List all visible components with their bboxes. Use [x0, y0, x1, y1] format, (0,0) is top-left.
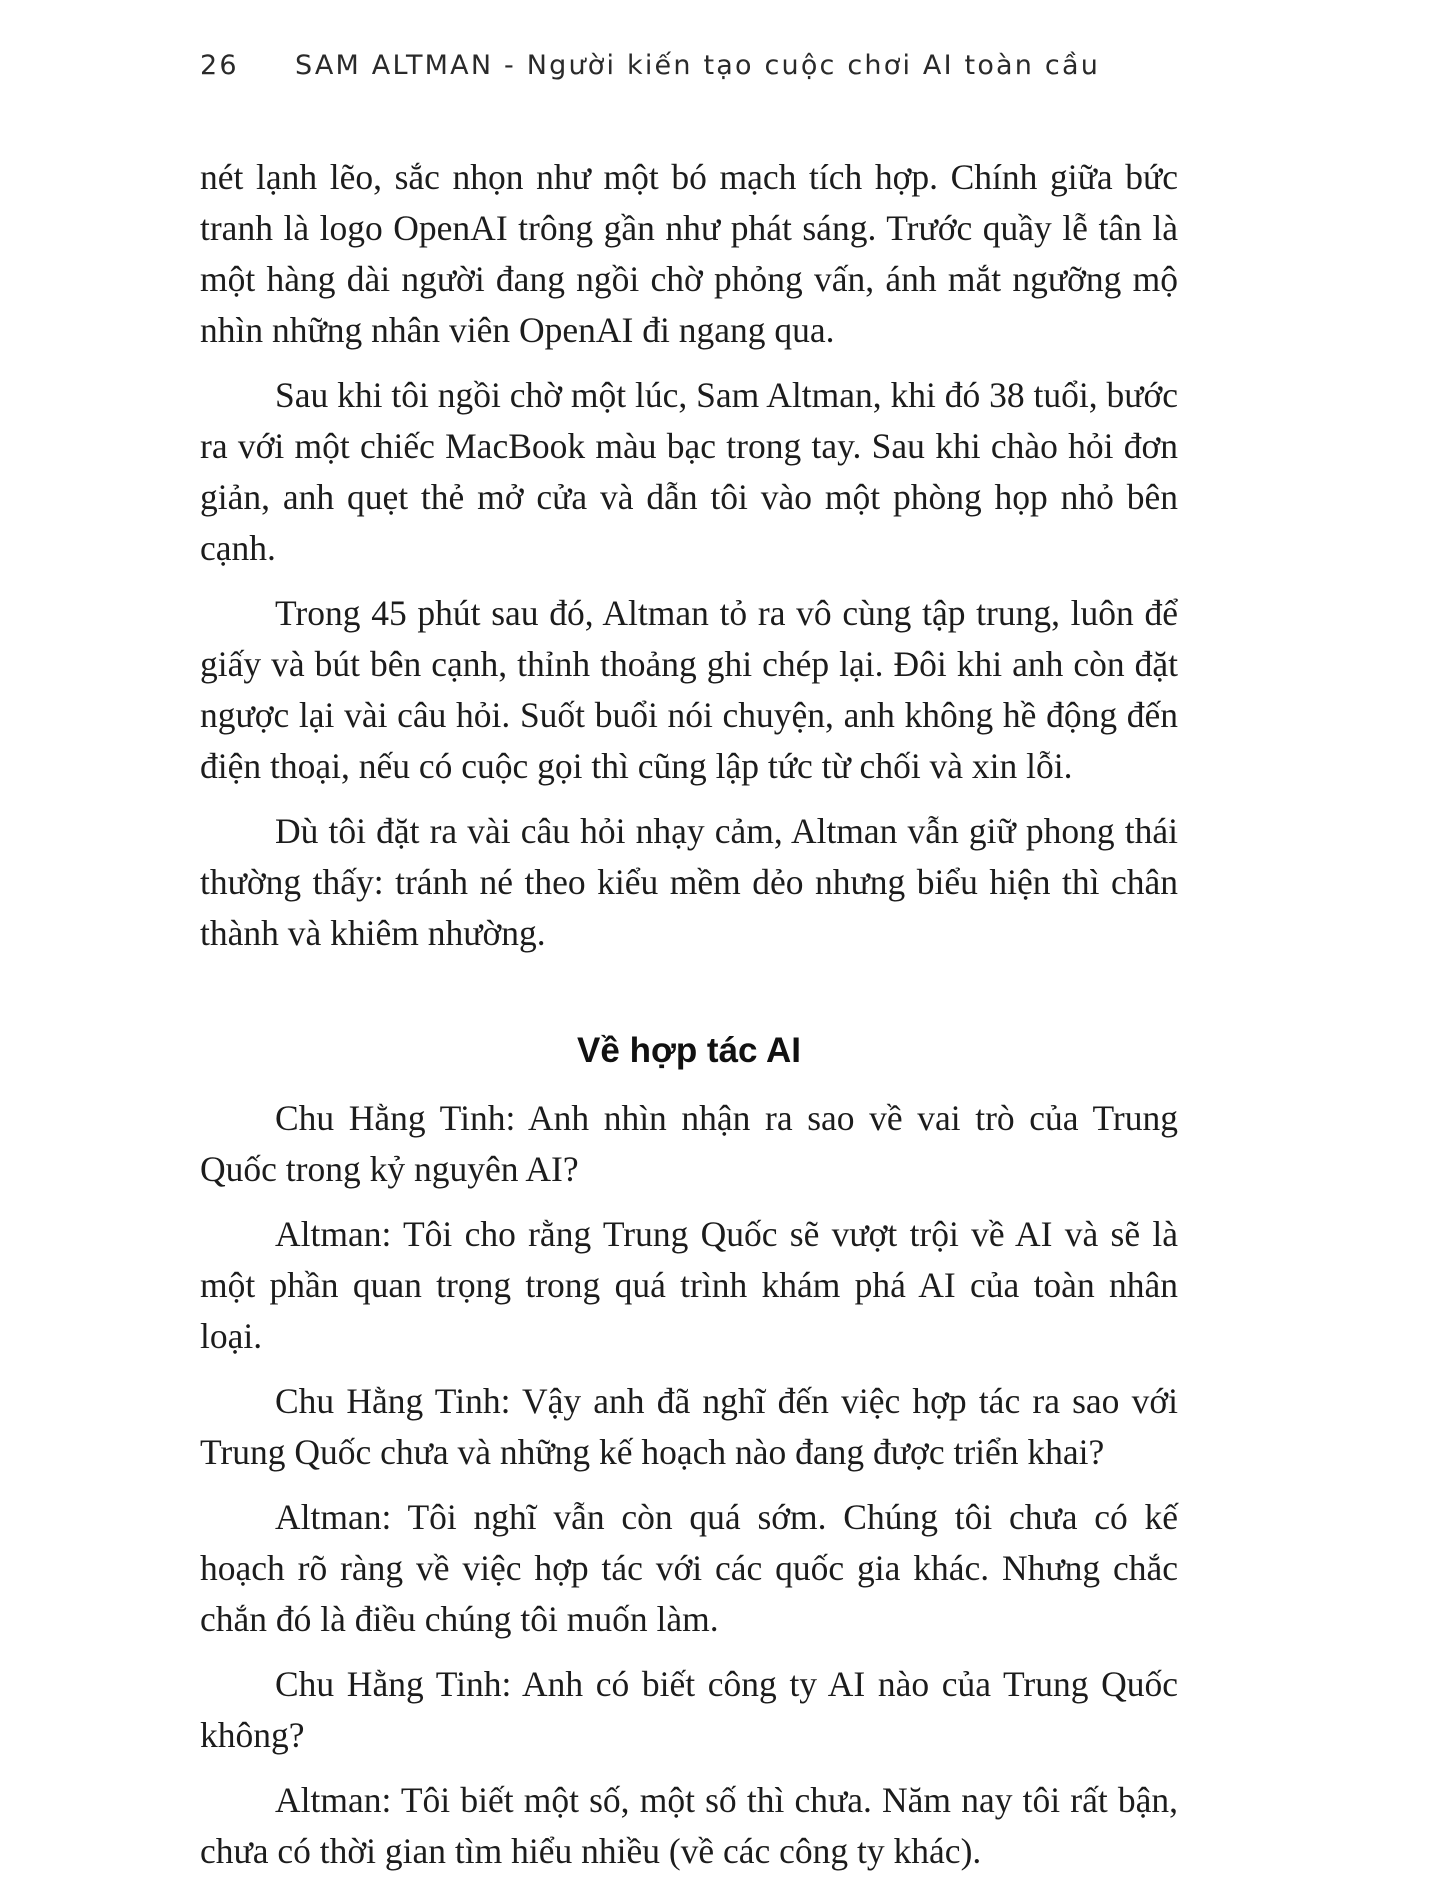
interview-answer: Altman: Tôi nghĩ vẫn còn quá sớm. Chúng tôi chưa có kế hoạch rõ ràng về việc hợp tác với các quốc gia khác. Nhưng chắc chắn đó là điều chúng tôi muốn làm.	[200, 1497, 1178, 1639]
interview-section	[200, 1093, 1178, 1877]
interview-answer: Altman: Tôi cho rằng Trung Quốc sẽ vượt trội về AI và sẽ là một phần quan trọng trong quá trình khám phá AI của toàn nhân loại.	[200, 1214, 1178, 1356]
paragraph: Trong 45 phút sau đó, Altman tỏ ra vô cùng tập trung, luôn để giấy và bút bên cạnh, thỉnh thoảng ghi chép lại. Đôi khi anh còn đặt ngược lại vài câu hỏi. Suốt buổi nói chuyện, anh không hề động đến điện thoại, nếu có cuộc gọi thì cũng lập tức từ chối và xin lỗi.	[200, 593, 1178, 786]
interview-question: Chu Hằng Tinh: Vậy anh đã nghĩ đến việc hợp tác ra sao với Trung Quốc chưa và những kế hoạch nào đang được triển khai?	[200, 1381, 1178, 1472]
running-header	[200, 50, 1178, 100]
interview-question: Chu Hằng Tinh: Anh có biết công ty AI nào của Trung Quốc không?	[200, 1664, 1178, 1755]
page-number: 26	[200, 50, 239, 81]
interview-question: Chu Hằng Tinh: Anh nhìn nhận ra sao về vai trò của Trung Quốc trong kỷ nguyên AI?	[200, 1098, 1178, 1189]
paragraph-continued: nét lạnh lẽo, sắc nhọn như một bó mạch tích hợp. Chính giữa bức tranh là logo OpenAI trông gần như phát sáng. Trước quầy lễ tân là một hàng dài người đang ngồi chờ phỏng vấn, ánh mắt ngưỡng mộ nhìn những nhân viên OpenAI đi ngang qua.	[200, 157, 1178, 350]
intro-text	[200, 152, 1178, 959]
book-title: SAM ALTMAN - Người kiến tạo cuộc chơi AI toàn cầu	[295, 50, 1101, 81]
interview-answer: Altman: Tôi biết một số, một số thì chưa. Năm nay tôi rất bận, chưa có thời gian tìm hiểu nhiều (về các công ty khác).	[200, 1780, 1178, 1871]
paragraph: Dù tôi đặt ra vài câu hỏi nhạy cảm, Altman vẫn giữ phong thái thường thấy: tránh né theo kiểu mềm dẻo nhưng biểu hiện thì chân thành và khiêm nhường.	[200, 811, 1178, 953]
section-heading: Về hợp tác AI	[577, 1031, 801, 1070]
book-page	[200, 50, 1178, 1891]
paragraph: Sau khi tôi ngồi chờ một lúc, Sam Altman, khi đó 38 tuổi, bước ra với một chiếc MacBook màu bạc trong tay. Sau khi chào hỏi đơn giản, anh quẹt thẻ mở cửa và dẫn tôi vào một phòng họp nhỏ bên cạnh.	[200, 375, 1178, 568]
